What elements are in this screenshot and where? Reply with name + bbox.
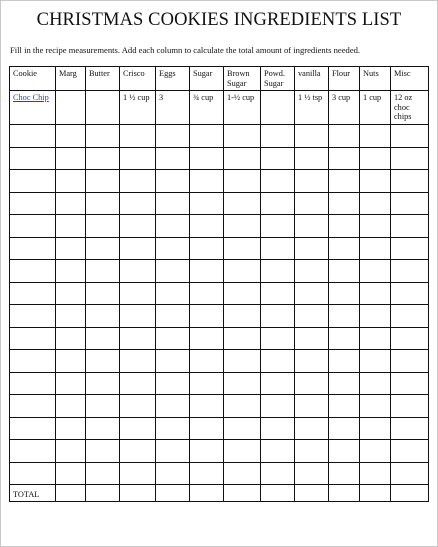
table-cell[interactable] bbox=[261, 395, 295, 418]
table-cell[interactable] bbox=[329, 260, 360, 283]
table-cell[interactable] bbox=[360, 417, 391, 440]
table-cell[interactable] bbox=[295, 260, 329, 283]
table-cell[interactable] bbox=[295, 170, 329, 193]
table-cell bbox=[86, 91, 120, 125]
column-header: Brown Sugar bbox=[224, 67, 261, 91]
table-cell[interactable] bbox=[261, 440, 295, 463]
table-cell[interactable] bbox=[224, 440, 261, 463]
table-cell: 3 bbox=[156, 91, 190, 125]
table-cell[interactable] bbox=[56, 192, 86, 215]
table-cell[interactable] bbox=[391, 417, 429, 440]
total-cell[interactable] bbox=[120, 485, 156, 502]
table-cell bbox=[261, 91, 295, 125]
table-cell[interactable] bbox=[10, 170, 56, 193]
table-cell[interactable] bbox=[86, 260, 120, 283]
table-cell[interactable] bbox=[86, 395, 120, 418]
table-cell: 1-½ cup bbox=[224, 91, 261, 125]
table-cell[interactable] bbox=[86, 147, 120, 170]
table-cell[interactable] bbox=[86, 417, 120, 440]
table-cell[interactable] bbox=[295, 215, 329, 238]
table-cell[interactable] bbox=[295, 395, 329, 418]
table-cell[interactable] bbox=[295, 350, 329, 373]
table-row bbox=[10, 192, 429, 215]
page-title: CHRISTMAS COOKIES INGREDIENTS LIST bbox=[36, 10, 402, 30]
total-cell[interactable] bbox=[56, 485, 86, 502]
table-cell[interactable] bbox=[295, 372, 329, 395]
table-cell[interactable] bbox=[120, 147, 156, 170]
table-cell[interactable] bbox=[156, 440, 190, 463]
table-cell[interactable] bbox=[10, 350, 56, 373]
table-cell[interactable] bbox=[295, 147, 329, 170]
table-cell[interactable] bbox=[224, 282, 261, 305]
table-cell[interactable] bbox=[360, 305, 391, 328]
table-cell[interactable] bbox=[120, 282, 156, 305]
table-cell[interactable] bbox=[120, 417, 156, 440]
table-cell[interactable] bbox=[156, 215, 190, 238]
table-cell[interactable] bbox=[391, 350, 429, 373]
table-cell[interactable] bbox=[190, 260, 224, 283]
table-cell[interactable] bbox=[329, 440, 360, 463]
table-row bbox=[10, 327, 429, 350]
table-cell[interactable] bbox=[120, 462, 156, 485]
table-cell[interactable] bbox=[190, 282, 224, 305]
table-cell[interactable] bbox=[261, 215, 295, 238]
table-cell[interactable] bbox=[190, 125, 224, 148]
table-cell[interactable] bbox=[391, 147, 429, 170]
table-cell: 1 ½ cup bbox=[120, 91, 156, 125]
total-cell[interactable] bbox=[190, 485, 224, 502]
table-cell[interactable] bbox=[261, 170, 295, 193]
table-cell[interactable] bbox=[10, 417, 56, 440]
table-cell[interactable] bbox=[261, 147, 295, 170]
table-cell: 1 ½ tsp bbox=[295, 91, 329, 125]
table-cell[interactable] bbox=[156, 327, 190, 350]
table-cell[interactable] bbox=[391, 305, 429, 328]
table-cell[interactable] bbox=[156, 147, 190, 170]
table-cell[interactable] bbox=[86, 327, 120, 350]
table-cell[interactable] bbox=[10, 260, 56, 283]
table-cell[interactable] bbox=[329, 282, 360, 305]
table-cell[interactable] bbox=[86, 462, 120, 485]
table-cell: 3 cup bbox=[329, 91, 360, 125]
table-cell[interactable] bbox=[391, 440, 429, 463]
table-cell[interactable] bbox=[295, 305, 329, 328]
table-cell[interactable] bbox=[120, 237, 156, 260]
table-cell[interactable] bbox=[56, 462, 86, 485]
column-header: Nuts bbox=[360, 67, 391, 91]
table-cell[interactable] bbox=[329, 170, 360, 193]
table-cell[interactable] bbox=[261, 260, 295, 283]
column-header: Butter bbox=[86, 67, 120, 91]
table-cell[interactable] bbox=[56, 260, 86, 283]
table-cell[interactable] bbox=[56, 237, 86, 260]
table-cell[interactable] bbox=[156, 350, 190, 373]
table-cell: 12 oz choc chips bbox=[391, 91, 429, 125]
table-cell[interactable] bbox=[156, 192, 190, 215]
table-cell[interactable] bbox=[86, 372, 120, 395]
table-cell[interactable] bbox=[86, 170, 120, 193]
column-header: Cookie bbox=[10, 67, 56, 91]
table-cell[interactable] bbox=[224, 237, 261, 260]
column-header: Marg bbox=[56, 67, 86, 91]
header-row bbox=[10, 67, 429, 91]
table-cell[interactable] bbox=[360, 350, 391, 373]
table-cell: 1 cup bbox=[360, 91, 391, 125]
table-cell[interactable] bbox=[391, 327, 429, 350]
table-cell[interactable] bbox=[190, 170, 224, 193]
table-cell[interactable] bbox=[190, 305, 224, 328]
table-cell[interactable] bbox=[391, 170, 429, 193]
table-cell[interactable] bbox=[329, 372, 360, 395]
table-cell[interactable] bbox=[224, 350, 261, 373]
table-cell[interactable] bbox=[156, 170, 190, 193]
table-cell[interactable] bbox=[224, 327, 261, 350]
table-cell[interactable] bbox=[190, 147, 224, 170]
table-cell[interactable] bbox=[10, 215, 56, 238]
table-cell[interactable] bbox=[261, 237, 295, 260]
table-cell[interactable] bbox=[261, 282, 295, 305]
table-cell[interactable] bbox=[261, 372, 295, 395]
total-cell[interactable] bbox=[329, 485, 360, 502]
table-cell[interactable] bbox=[261, 462, 295, 485]
table-cell[interactable] bbox=[329, 305, 360, 328]
table-cell[interactable] bbox=[391, 260, 429, 283]
table-row bbox=[10, 282, 429, 305]
table-cell[interactable] bbox=[190, 192, 224, 215]
table-cell[interactable] bbox=[261, 125, 295, 148]
column-header: Crisco bbox=[120, 67, 156, 91]
table-cell[interactable] bbox=[10, 327, 56, 350]
table-cell[interactable] bbox=[224, 462, 261, 485]
table-cell[interactable] bbox=[120, 372, 156, 395]
total-cell[interactable] bbox=[86, 485, 120, 502]
table-cell[interactable] bbox=[86, 305, 120, 328]
table-cell[interactable] bbox=[86, 350, 120, 373]
table-cell[interactable] bbox=[295, 462, 329, 485]
table-cell[interactable] bbox=[156, 305, 190, 328]
table-cell[interactable] bbox=[261, 327, 295, 350]
table-cell[interactable] bbox=[86, 237, 120, 260]
table-cell[interactable] bbox=[10, 395, 56, 418]
table-cell[interactable] bbox=[10, 125, 56, 148]
table-cell[interactable] bbox=[224, 215, 261, 238]
column-header: Flour bbox=[329, 67, 360, 91]
table-cell[interactable] bbox=[360, 327, 391, 350]
table-cell[interactable] bbox=[295, 192, 329, 215]
table-cell[interactable] bbox=[261, 350, 295, 373]
table-cell[interactable] bbox=[56, 170, 86, 193]
table-cell[interactable] bbox=[86, 192, 120, 215]
total-cell[interactable] bbox=[391, 485, 429, 502]
table-cell[interactable] bbox=[224, 305, 261, 328]
table-row bbox=[10, 260, 429, 283]
table-row bbox=[10, 305, 429, 328]
table-cell: ¾ cup bbox=[190, 91, 224, 125]
table-cell[interactable] bbox=[295, 440, 329, 463]
table-cell[interactable] bbox=[120, 170, 156, 193]
table-cell[interactable] bbox=[329, 192, 360, 215]
table-cell[interactable] bbox=[10, 462, 56, 485]
table-cell[interactable] bbox=[360, 462, 391, 485]
cookie-name-link[interactable]: Choc Chip bbox=[10, 91, 56, 125]
table-row bbox=[10, 440, 429, 463]
table-cell[interactable] bbox=[190, 440, 224, 463]
table-cell[interactable] bbox=[56, 305, 86, 328]
table-cell[interactable] bbox=[360, 260, 391, 283]
table-row bbox=[10, 147, 429, 170]
table-cell[interactable] bbox=[156, 372, 190, 395]
table-cell[interactable] bbox=[329, 350, 360, 373]
total-label: TOTAL bbox=[10, 485, 56, 502]
table-row bbox=[10, 170, 429, 193]
column-header: vanilla bbox=[295, 67, 329, 91]
table-cell[interactable] bbox=[120, 350, 156, 373]
table-cell[interactable] bbox=[224, 395, 261, 418]
table-cell[interactable] bbox=[86, 215, 120, 238]
table-cell[interactable] bbox=[360, 372, 391, 395]
table-cell[interactable] bbox=[360, 395, 391, 418]
total-cell[interactable] bbox=[261, 485, 295, 502]
table-cell[interactable] bbox=[120, 260, 156, 283]
table-cell[interactable] bbox=[156, 125, 190, 148]
table-cell[interactable] bbox=[360, 192, 391, 215]
table-cell[interactable] bbox=[224, 192, 261, 215]
column-header: Eggs bbox=[156, 67, 190, 91]
table-cell[interactable] bbox=[120, 440, 156, 463]
table-row bbox=[10, 237, 429, 260]
table-cell[interactable] bbox=[86, 282, 120, 305]
table-cell[interactable] bbox=[224, 147, 261, 170]
table-cell[interactable] bbox=[156, 237, 190, 260]
table-cell[interactable] bbox=[56, 125, 86, 148]
table-cell[interactable] bbox=[190, 350, 224, 373]
table-cell[interactable] bbox=[360, 282, 391, 305]
table-cell[interactable] bbox=[391, 282, 429, 305]
table-cell[interactable] bbox=[329, 125, 360, 148]
table-cell[interactable] bbox=[10, 192, 56, 215]
table-cell[interactable] bbox=[360, 440, 391, 463]
total-cell[interactable] bbox=[360, 485, 391, 502]
table-cell[interactable] bbox=[56, 440, 86, 463]
table-cell[interactable] bbox=[329, 327, 360, 350]
table-cell[interactable] bbox=[224, 417, 261, 440]
table-cell[interactable] bbox=[156, 260, 190, 283]
total-cell[interactable] bbox=[224, 485, 261, 502]
table-cell[interactable] bbox=[190, 395, 224, 418]
table-cell[interactable] bbox=[10, 305, 56, 328]
table-cell[interactable] bbox=[224, 170, 261, 193]
table-cell[interactable] bbox=[391, 192, 429, 215]
table-cell bbox=[56, 91, 86, 125]
table-cell[interactable] bbox=[86, 125, 120, 148]
table-cell[interactable] bbox=[391, 215, 429, 238]
table-cell[interactable] bbox=[391, 125, 429, 148]
table-cell[interactable] bbox=[56, 147, 86, 170]
table-cell[interactable] bbox=[329, 237, 360, 260]
table-row bbox=[10, 125, 429, 148]
table-cell[interactable] bbox=[120, 125, 156, 148]
column-header: Sugar bbox=[190, 67, 224, 91]
table-cell[interactable] bbox=[190, 417, 224, 440]
table-row bbox=[10, 350, 429, 373]
table-cell[interactable] bbox=[391, 395, 429, 418]
table-row bbox=[10, 215, 429, 238]
table-cell[interactable] bbox=[190, 215, 224, 238]
table-cell[interactable] bbox=[261, 417, 295, 440]
table-cell[interactable] bbox=[56, 395, 86, 418]
table-cell[interactable] bbox=[120, 327, 156, 350]
table-cell[interactable] bbox=[56, 327, 86, 350]
column-header: Powd. Sugar bbox=[261, 67, 295, 91]
total-cell[interactable] bbox=[295, 485, 329, 502]
table-cell[interactable] bbox=[329, 417, 360, 440]
table-cell[interactable] bbox=[391, 372, 429, 395]
table-cell[interactable] bbox=[10, 372, 56, 395]
table-cell[interactable] bbox=[56, 372, 86, 395]
instructions-text: Fill in the recipe measurements. Add each column to calculate the total amount of ingredients needed. bbox=[10, 45, 361, 55]
table-cell[interactable] bbox=[224, 372, 261, 395]
table-cell[interactable] bbox=[10, 440, 56, 463]
table-cell[interactable] bbox=[329, 147, 360, 170]
table-cell[interactable] bbox=[329, 462, 360, 485]
table-row bbox=[10, 395, 429, 418]
table-cell[interactable] bbox=[10, 282, 56, 305]
table-cell[interactable] bbox=[56, 215, 86, 238]
table-cell[interactable] bbox=[360, 125, 391, 148]
table-cell[interactable] bbox=[156, 395, 190, 418]
table-row bbox=[10, 372, 429, 395]
table-row bbox=[10, 417, 429, 440]
ingredients-table bbox=[9, 66, 429, 502]
table-cell[interactable] bbox=[56, 350, 86, 373]
table-cell[interactable] bbox=[224, 125, 261, 148]
table-cell[interactable] bbox=[56, 417, 86, 440]
column-header: Misc bbox=[391, 67, 429, 91]
table-cell[interactable] bbox=[391, 462, 429, 485]
table-cell[interactable] bbox=[190, 327, 224, 350]
table-cell[interactable] bbox=[391, 237, 429, 260]
table-cell[interactable] bbox=[295, 327, 329, 350]
table-cell[interactable] bbox=[120, 395, 156, 418]
total-row bbox=[10, 485, 429, 502]
table-cell[interactable] bbox=[360, 170, 391, 193]
table-cell[interactable] bbox=[10, 237, 56, 260]
table-cell[interactable] bbox=[261, 192, 295, 215]
table-row bbox=[10, 91, 429, 125]
table-cell[interactable] bbox=[156, 417, 190, 440]
table-cell[interactable] bbox=[360, 237, 391, 260]
table-cell[interactable] bbox=[360, 215, 391, 238]
table-cell[interactable] bbox=[329, 395, 360, 418]
table-cell[interactable] bbox=[156, 282, 190, 305]
table-cell[interactable] bbox=[10, 147, 56, 170]
table-cell[interactable] bbox=[190, 462, 224, 485]
table-cell[interactable] bbox=[360, 147, 391, 170]
table-cell[interactable] bbox=[56, 282, 86, 305]
table-row bbox=[10, 462, 429, 485]
table-cell[interactable] bbox=[295, 237, 329, 260]
table-cell[interactable] bbox=[86, 440, 120, 463]
table-cell[interactable] bbox=[120, 192, 156, 215]
table-cell[interactable] bbox=[261, 305, 295, 328]
table-cell[interactable] bbox=[120, 215, 156, 238]
total-cell[interactable] bbox=[156, 485, 190, 502]
table-cell[interactable] bbox=[295, 417, 329, 440]
table-cell[interactable] bbox=[329, 215, 360, 238]
table-cell[interactable] bbox=[156, 462, 190, 485]
table-cell[interactable] bbox=[190, 237, 224, 260]
table-cell[interactable] bbox=[295, 125, 329, 148]
table-cell[interactable] bbox=[224, 260, 261, 283]
table-cell[interactable] bbox=[120, 305, 156, 328]
table-cell[interactable] bbox=[295, 282, 329, 305]
table-cell[interactable] bbox=[190, 372, 224, 395]
